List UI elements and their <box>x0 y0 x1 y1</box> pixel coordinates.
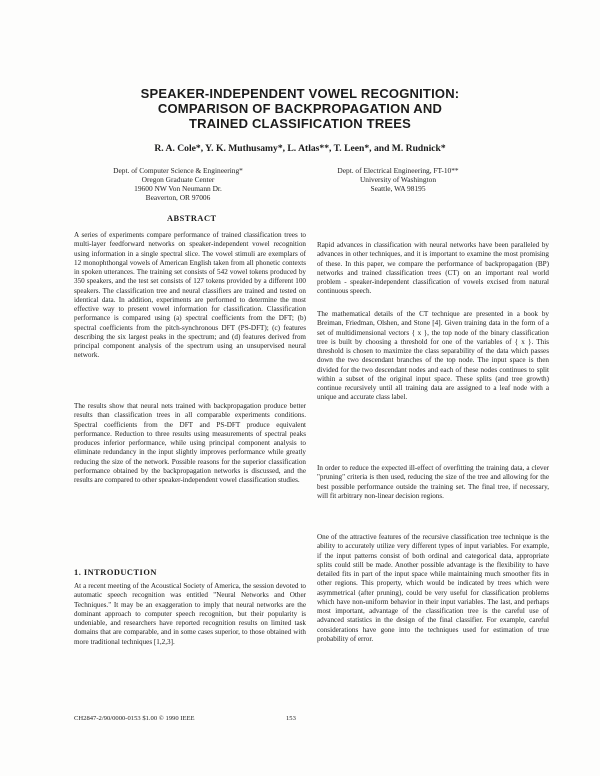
paper-title <box>60 86 540 131</box>
body-paragraph-4: One of the attractive features of the recursive classification tree technique is the ability to accurately utilize very different types of input variables. For example, if the input patterns consist of both ordinal and categorical data, appropriate splits could still be made. Another possible advantage is the flexibility to have detailed fits in part of the input space while maintaining much smoother fits in other regions. This property, which would be indicated by trees which were asymmetrical (after pruning), could be very useful for classification problems which have non-uniform behavior in their input variables. The last, and perhaps most important, advantage of the classification tree is the careful use of advanced statistics in the design of the final classifier. For example, careful considerations have gone into the techniques used for estimation of true probability of error. <box>317 533 549 643</box>
body-paragraph-1: Rapid advances in classification with neural networks have been paralleled by advances in other techniques, and it is important to examine the most promising of these. In this paper, we compare the performance of backpropagation (BP) networks and trained classification trees (CT) on an important real world problem - speaker-independent classification of vowels excised from natural continuous speech. <box>317 241 549 296</box>
title-line: SPEAKER-INDEPENDENT VOWEL RECOGNITION: <box>140 86 460 101</box>
affiliation-uw <box>293 166 503 193</box>
introduction-heading: 1. INTRODUCTION <box>74 568 157 577</box>
affiliation-line: Oregon Graduate Center <box>141 175 215 184</box>
affiliation-line: Dept. of Computer Science & Engineering* <box>113 166 243 175</box>
affiliation-line: Beaverton, OR 97006 <box>145 193 211 202</box>
affiliation-ogc <box>73 166 283 202</box>
abstract-heading: ABSTRACT <box>167 214 217 223</box>
affiliation-line: 19600 NW Von Neumann Dr. <box>134 184 222 193</box>
affiliation-line: Seattle, WA 98195 <box>370 184 426 193</box>
body-paragraph-3: In order to reduce the expected ill-effect of overfitting the training data, a clever "pruning" criteria is then used, reducing the size of the tree and allowing for the best possible performance outside the training set. The final tree, if necessary, will fit arbitrary non-linear decision regions. <box>317 464 549 500</box>
page-number: 153 <box>286 715 296 722</box>
title-line: COMPARISON OF BACKPROPAGATION AND <box>157 101 443 116</box>
author-list: R. A. Cole*, Y. K. Muthusamy*, L. Atlas**, T. Leen*, and M. Rudnick* <box>154 143 446 154</box>
copyright-notice: CH2847-2/90/0000-0153 $1.00 © 1990 IEEE <box>74 715 195 722</box>
abstract-paragraph-2: The results show that neural nets trained with backpropagation produce better results than classification trees in all comparable experiments conditions. Spectral coefficients from the DFT and PS-DFT produce equivalent performance. Reduction to three results using measurements of spectral peaks produces inferior performance, while using principal component analysis to eliminate redundancy in the input slightly improves performance while greatly reducing the size of the network. Possible reasons for the superior classification performance obtained by the backpropagation networks is discussed, and the results are compared to other speaker-independent vowel classification studies. <box>74 402 306 484</box>
introduction-paragraph-1: At a recent meeting of the Acoustical Society of America, the session devoted to automatic speech recognition was entitled "Neural Networks and Other Techniques." It may be an exaggeration to imply that neural networks are the dominant approach to computer speech recognition, but their popularity is undeniable, and researchers have reported recognition results on limited task domains that are comparable, and in some cases superior, to those obtained with more traditional techniques [1,2,3]. <box>74 582 306 646</box>
affiliation-line: University of Washington <box>359 175 437 184</box>
abstract-paragraph-1: A series of experiments compare performance of trained classification trees to multi-layer feedforward networks on speaker-independent vowel recognition using information in a single spectral slice. The vowel stimuli are exemplars of 12 monophthongal vowels of American English taken from all phonetic contexts in spoken utterances. The training set consists of 542 vowel tokens produced by 350 speakers, and the test set consists of 127 tokens provided by a different 100 speakers. The classification tree and neural classifiers are trained and tested on identical data. In addition, experiments are performed to determine the most effective way to present vowel information for classification. Classification performance is compared using (a) spectral coefficients from the DFT; (b) spectral coefficients from the pitch-synchronous DFT (PS-DFT); (c) features describing the six largest peaks in the spectrum; and (d) features derived from principal component analysis of the spectrum using an unsupervised neural network. <box>74 231 306 360</box>
body-paragraph-2: The mathematical details of the CT technique are presented in a book by Breiman, Friedman, Olshen, and Stone [4]. Given training data in the form of a set of multidimensional vectors { x }, the top node of the binary classification tree is built by choosing a threshold for one of the variables of { x }. This threshold is chosen to maximize the class separability of the data which passes down the two descendant branches of the top node. The input space is then divided for the two descendant nodes and each of these nodes continues to split within a subset of the original input space. These splits (and tree growth) continue recursively until all training data are assigned to a leaf node with a unique and accurate class label. <box>317 310 549 402</box>
affiliation-line: Dept. of Electrical Engineering, FT-10** <box>337 166 459 175</box>
title-line: TRAINED CLASSIFICATION TREES <box>188 116 412 131</box>
